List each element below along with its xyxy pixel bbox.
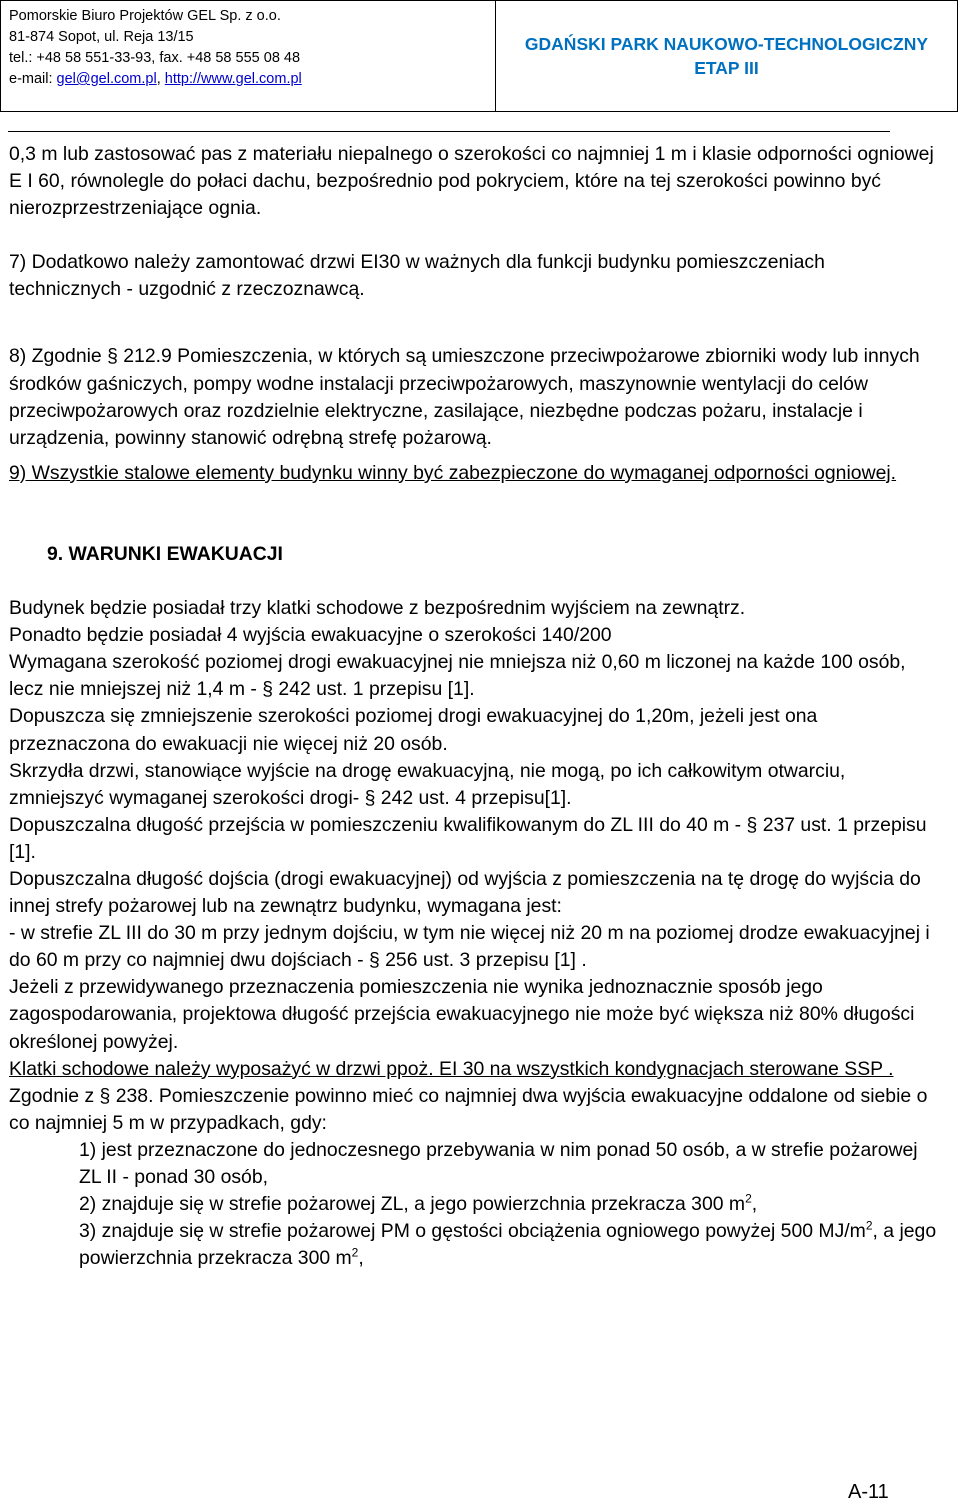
list-item: 1) jest przeznaczone do jednoczesnego przebywania w nim ponad 50 osób, a w strefie pożarowej ZL II - ponad 30 osób, — [79, 1138, 918, 1188]
superscript: 2 — [865, 1218, 873, 1233]
company-phone: tel.: +48 58 551-33-93, fax. +48 58 555 08 48 — [9, 50, 301, 66]
company-contact — [9, 69, 495, 90]
paragraph: 7) Dodatkowo należy zamontować drzwi EI30 w ważnych dla funkcji budynku pomieszczeniach technicznych - uzgodnić z rzeczoznawcą. — [9, 251, 825, 301]
list-item-text: , a jego powierzchnia przekracza 300 m — [79, 1220, 937, 1270]
paragraph: - w strefie ZL III do 30 m przy jednym dojściu, w tym nie więcej niż 20 m na poziomej drodze ewakuacyjnej i do 60 m przy co najmniej dwu dojściach - § 256 ust. 3 przepisu [1] . — [9, 922, 930, 972]
paragraph: Dopuszcza się zmniejszenie szerokości poziomej drogi ewakuacyjnej do 1,20m, jeżeli jest ona przeznaczona do ewakuacji nie więcej niż 20 osób. — [9, 705, 818, 755]
company-name: Pomorskie Biuro Projektów GEL Sp. z o.o. — [9, 8, 281, 24]
list-item — [9, 1218, 939, 1272]
paragraph: Jeżeli z przewidywanego przeznaczenia pomieszczenia nie wynika jednoznacznie sposób jego zagospodarowania, projektowa długość przejścia ewakuacyjnego nie może być większa niż 80% długości określonej powyżej. — [9, 976, 915, 1053]
list-item-text: , — [751, 1193, 758, 1216]
document-body — [9, 141, 939, 1272]
superscript: 2 — [745, 1191, 752, 1206]
section-heading: 9. WARUNKI EWAKUACJI — [47, 542, 283, 565]
website-link[interactable]: http://www.gel.com.pl — [164, 71, 302, 87]
paragraph-underlined: Klatki schodowe należy wyposażyć w drzwi ppoż. EI 30 na wszystkich kondygnacjach sterowane SSP . — [9, 1057, 894, 1080]
email-label: e-mail: — [9, 71, 57, 87]
page-number: A-11 — [848, 1481, 889, 1503]
paragraph: 8) Zgodnie § 212.9 Pomieszczenia, w których są umieszczone przeciwpożarowe zbiorniki wody lub innych środków gaśniczych, pompy wodne instalacji przeciwpożarowych, maszynownie wentylacji do celów przeciwpożarowych oraz rozdzielnie elektryczne, zasilające, niezbędne podczas pożaru, instalacje i urządzenia, powinny stanowić odrębną strefę pożarową. — [9, 345, 920, 449]
list-item-text: 3) znajduje się w strefie pożarowej PM o gęstości obciążenia ogniowego powyżej 500 MJ/m — [79, 1220, 866, 1243]
project-title-box — [496, 1, 957, 111]
project-title-line1: GDAŃSKI PARK NAUKOWO-TECHNOLOGICZNY — [524, 34, 929, 54]
paragraph: Dopuszczalna długość przejścia w pomieszczeniu kwalifikowanym do ZL III do 40 m - § 237 ust. 1 przepisu [1]. — [9, 813, 927, 863]
contact-separator: , — [156, 71, 165, 87]
paragraph: Skrzydła drzwi, stanowiące wyjście na drogę ewakuacyjną, nie mogą, po ich całkowitym otwarciu, zmniejszyć wymaganej szerokości drogi- § 242 ust. 4 przepisu[1]. — [9, 759, 846, 809]
list-item-text: , — [358, 1247, 364, 1270]
project-title-line2: ETAP III — [694, 58, 759, 78]
paragraph: Budynek będzie posiadał trzy klatki schodowe z bezpośrednim wyjściem na zewnątrz. — [9, 597, 746, 620]
paragraph-underlined: 9) Wszystkie stalowe elementy budynku winny być zabezpieczone do wymaganej odporności ogniowej. — [9, 461, 897, 484]
company-info — [1, 1, 496, 111]
paragraph: Wymagana szerokość poziomej drogi ewakuacyjnej nie mniejsza niż 0,60 m liczonej na każde 100 osób, lecz nie mniejszej niż 1,4 m - § 242 ust. 1 przepisu [1]. — [9, 651, 906, 701]
paragraph: Dopuszczalna długość dojścia (drogi ewakuacyjnej) od wyjścia z pomieszczenia na tę drogę do wyjścia do innej strefy pożarowej lub na zewnątrz budynku, wymagana jest: — [9, 867, 921, 918]
paragraph: Zgodnie z § 238. Pomieszczenie powinno mieć co najmniej dwa wyjścia ewakuacyjne oddalone od siebie o co najmniej 5 m w przypadkach, gdy: — [9, 1084, 928, 1134]
superscript: 2 — [351, 1245, 359, 1260]
document-header — [0, 0, 958, 112]
email-link[interactable]: gel@gel.com.pl — [56, 71, 157, 87]
header-rule — [8, 131, 890, 132]
paragraph: Ponadto będzie posiadał 4 wyjścia ewakuacyjne o szerokości 140/200 — [9, 624, 612, 647]
company-address: 81-874 Sopot, ul. Reja 13/15 — [9, 29, 194, 45]
list-item-text: 2) znajduje się w strefie pożarowej ZL, a jego powierzchnia przekracza 300 m — [79, 1193, 746, 1216]
list-item — [9, 1191, 939, 1218]
paragraph: 0,3 m lub zastosować pas z materiału niepalnego o szerokości co najmniej 1 m i klasie odporności ogniowej E I 60, równolegle do połaci dachu, bezpośrednio pod pokryciem, które na tej szerokości powinno być nierozprzestrzeniające ognia. — [9, 143, 934, 220]
